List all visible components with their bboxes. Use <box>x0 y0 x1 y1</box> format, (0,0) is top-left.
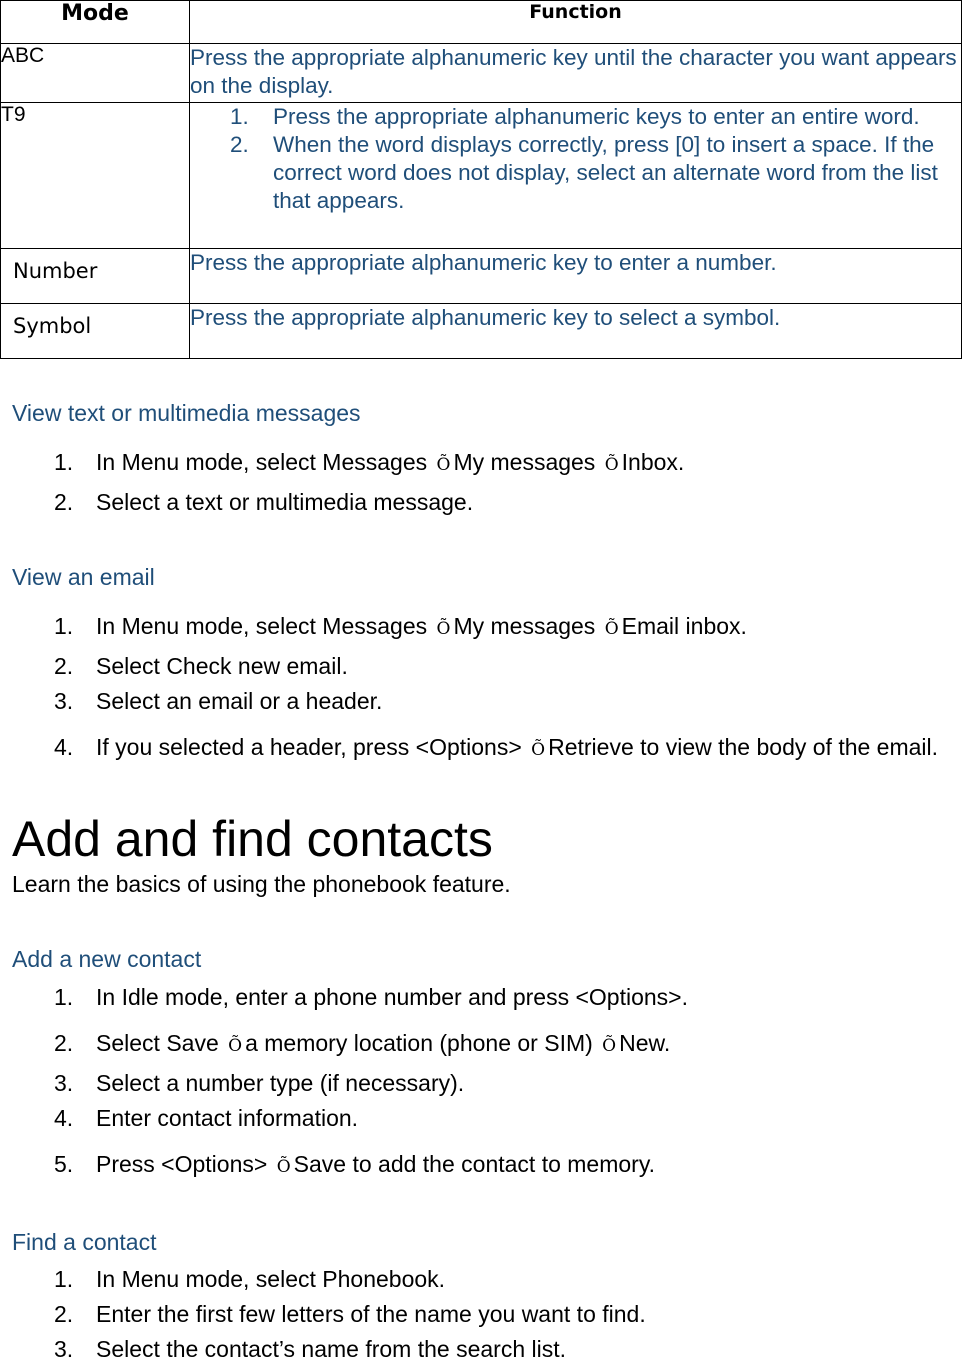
header-function: Function <box>190 1 962 44</box>
list-item: 1. In Menu mode, select Messages Õ My messages Õ Email inbox. <box>54 613 747 639</box>
table-row <box>1 44 962 103</box>
list-item: 1. In Menu mode, select Messages Õ My messages Õ Inbox. <box>54 449 685 475</box>
list-item: 4. If you selected a header, press <Options> Õ Retrieve to view the body of the email. <box>54 734 939 760</box>
view-messages-section <box>12 400 942 427</box>
section-heading: Add a new contact <box>12 946 202 972</box>
arrow-icon: Õ <box>436 619 451 639</box>
arrow-icon: Õ <box>604 455 619 475</box>
section-heading: Find a contact <box>12 1229 157 1255</box>
mode-t9: T9 <box>1 103 190 249</box>
arrow-icon: Õ <box>602 1036 617 1056</box>
arrow-icon: Õ <box>531 740 546 760</box>
function-symbol: Press the appropriate alphanumeric key to select a symbol. <box>190 304 962 359</box>
arrow-icon: Õ <box>604 619 619 639</box>
list-item: 3. Select the contact’s name from the search list. <box>54 1336 567 1362</box>
mode-symbol: Symbol <box>1 304 190 359</box>
arrow-icon: Õ <box>276 1157 291 1177</box>
list-item: 3. Select an email or a header. <box>54 688 383 714</box>
add-contact-section <box>12 946 942 973</box>
page-title: Add and find contacts <box>12 811 493 867</box>
list-item: 2. Select Check new email. <box>54 653 348 679</box>
contacts-section <box>12 811 942 898</box>
section-heading: View text or multimedia messages <box>12 400 361 426</box>
t9-step: 1. Press the appropriate alphanumeric keys to enter an entire word. <box>230 104 920 129</box>
table-row <box>1 103 962 249</box>
find-contact-steps <box>12 1264 942 1364</box>
table-header-row <box>1 1 962 44</box>
function-abc: Press the appropriate alphanumeric key until the character you want appears on the display. <box>190 44 962 103</box>
table-row <box>1 304 962 359</box>
list-item: 1. In Idle mode, enter a phone number and press <Options>. <box>54 984 688 1010</box>
mode-number: Number <box>1 249 190 304</box>
find-contact-section <box>12 1229 942 1256</box>
mode-abc: ABC <box>1 44 190 103</box>
list-item: 1. In Menu mode, select Phonebook. <box>54 1266 446 1292</box>
function-number: Press the appropriate alphanumeric key to enter a number. <box>190 249 962 304</box>
section-lead: Learn the basics of using the phonebook feature. <box>12 871 511 897</box>
function-t9 <box>190 103 962 249</box>
section-heading: View an email <box>12 564 155 590</box>
t9-step: 2. When the word displays correctly, press [0] to insert a space. If the correct word does not display, select an alternate word from the list that appears. <box>230 132 938 213</box>
view-email-section <box>12 564 942 591</box>
list-item: 5. Press <Options> Õ Save to add the contact to memory. <box>54 1151 656 1177</box>
input-modes-table <box>0 0 962 359</box>
list-item: 4. Enter contact information. <box>54 1105 359 1131</box>
add-contact-steps <box>12 982 942 1182</box>
view-messages-steps <box>12 447 942 517</box>
list-item: 2. Enter the first few letters of the name you want to find. <box>54 1301 646 1327</box>
table-row <box>1 249 962 304</box>
list-item: 2. Select a text or multimedia message. <box>54 489 474 515</box>
arrow-icon: Õ <box>436 455 451 475</box>
list-item: 3. Select a number type (if necessary). <box>54 1070 465 1096</box>
header-mode: Mode <box>1 1 190 44</box>
arrow-icon: Õ <box>228 1036 243 1056</box>
view-email-steps <box>12 611 942 765</box>
list-item: 2. Select Save Õ a memory location (phone or SIM) Õ New. <box>54 1030 671 1056</box>
